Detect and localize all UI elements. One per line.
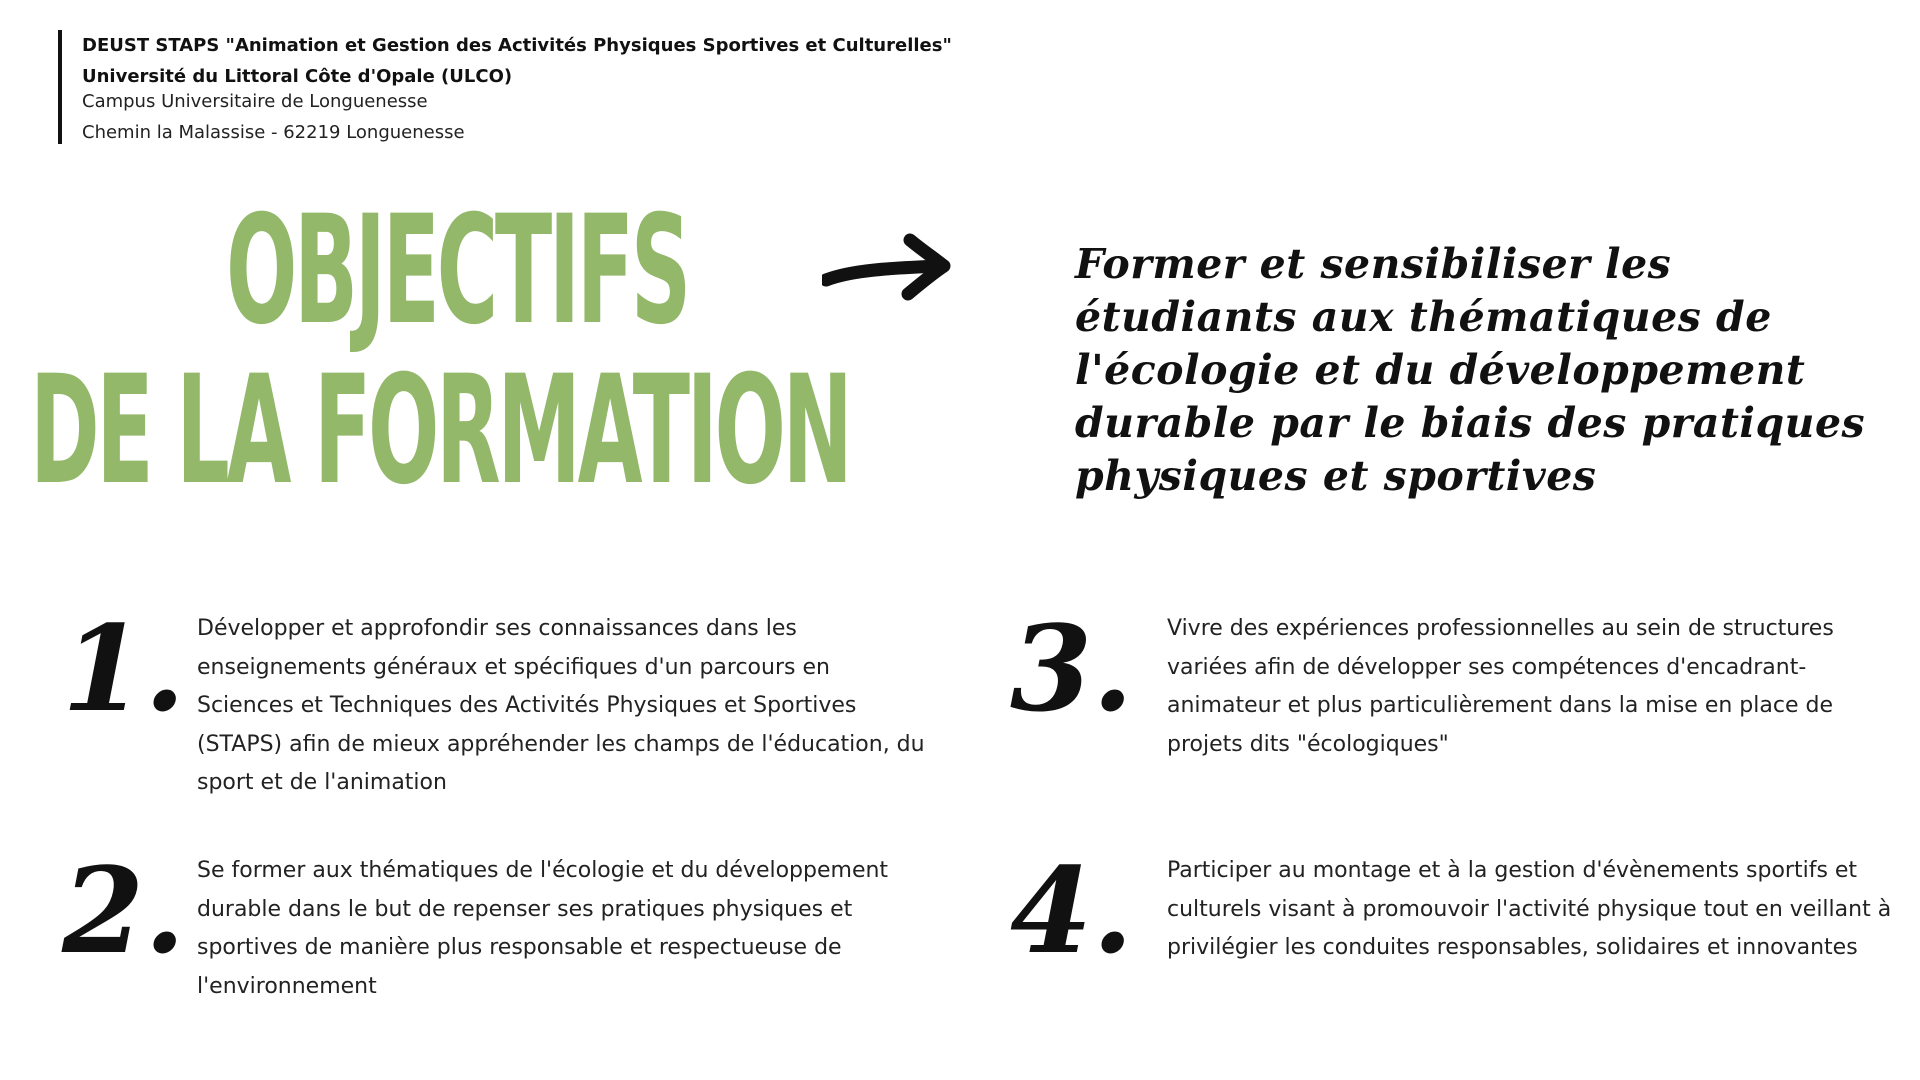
title-line-2: DE LA FORMATION [30, 344, 850, 518]
objective-number: 1. [62, 599, 186, 738]
university-name: Université du Littoral Côte d'Opale (ULCO) [82, 66, 513, 87]
objective-text: Se former aux thématiques de l'écologie et du développement durable dans le but de repenser ses pratiques physiques et sportives de manière plus responsable et respectueuse de l'environnement [197, 858, 889, 999]
campus-name: Campus Universitaire de Longuenesse [82, 91, 428, 112]
training-goal-tagline: Former et sensibiliser les étudiants aux thématiques de l'écologie et du développement durable par le biais des pratiques physiques et sportives [1075, 240, 1866, 500]
objective-number: 4. [1010, 841, 1134, 980]
arrow-right-icon [822, 232, 952, 302]
title-line-1: OBJECTIFS [226, 184, 688, 358]
objective-text: Participer au montage et à la gestion d'évènements sportifs et culturels visant à promouvoir l'activité physique tout en veillant à privilégier les conduites responsables, solidaires et innovantes [1167, 858, 1892, 960]
campus-address: Chemin la Malassise - 62219 Longuenesse [82, 122, 465, 143]
objective-number: 2. [62, 841, 186, 980]
institution-header [58, 30, 982, 144]
program-name: DEUST STAPS "Animation et Gestion des Activités Physiques Sportives et Culturelles" [82, 35, 952, 56]
objective-text: Développer et approfondir ses connaissances dans les enseignements généraux et spécifiques d'un parcours en Sciences et Techniques des Activités Physiques et Sportives (STAPS) afin de mieux appréhender les champs de l'éducation, du sport et de l'animation [197, 616, 925, 795]
objective-number: 3. [1010, 599, 1134, 738]
objective-text: Vivre des expériences professionnelles au sein de structures variées afin de développer ses compétences d'encadrant-animateur et plus particulièrement dans la mise en place de projets dits "écologiques" [1167, 616, 1834, 757]
